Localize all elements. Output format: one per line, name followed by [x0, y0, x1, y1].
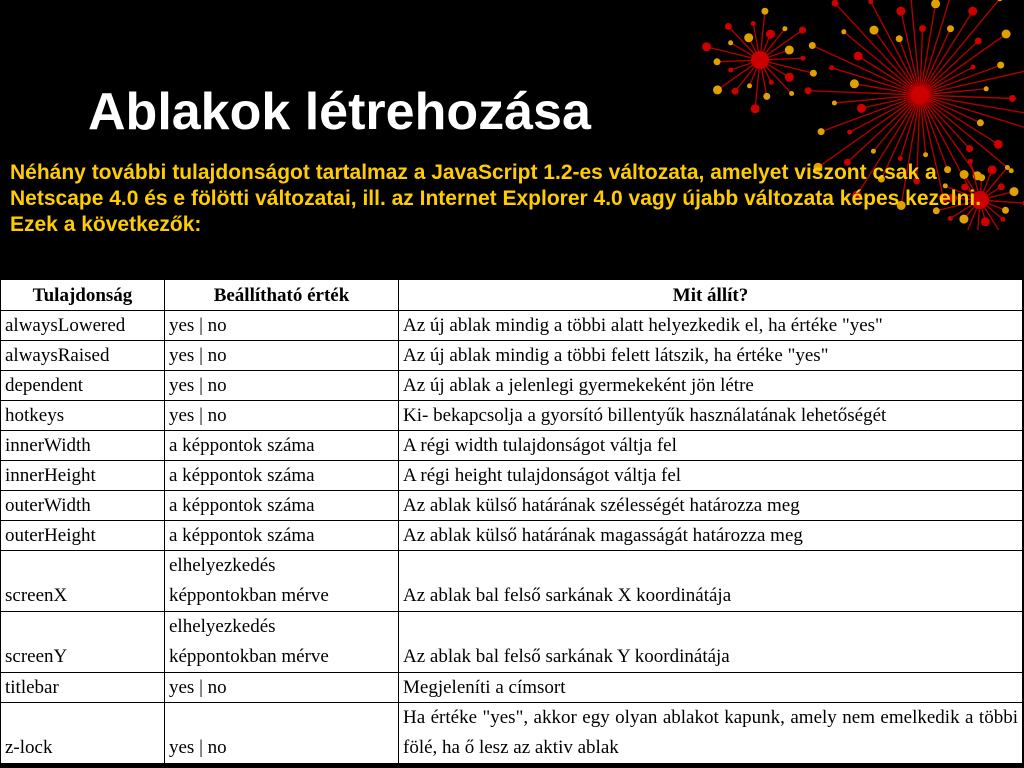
- property-name: z-lock: [1, 703, 165, 764]
- table-row: [1, 612, 1023, 673]
- property-description: Az ablak bal felső sarkának Y koordinátája: [399, 612, 1023, 673]
- intro-paragraph: Néhány további tulajdonságot tartalmaz a JavaScript 1.2-es változata, amelyet viszont csak a Netscape 4.0 és e fölötti változatai, ill. az Internet Explorer 4.0 vagy újabb változata képes kezelni. Ezek a következők:: [10, 161, 982, 236]
- table-row: [1, 401, 1023, 431]
- slide-title: Ablakok létrehozása: [88, 83, 591, 141]
- property-name: screenX: [1, 551, 165, 612]
- property-value: a képpontok száma: [165, 431, 399, 461]
- property-name: innerHeight: [1, 461, 165, 491]
- property-description: Az ablak külső határának magasságát határozza meg: [399, 521, 1023, 551]
- properties-table: [0, 279, 1023, 764]
- property-name: outerWidth: [1, 491, 165, 521]
- table-row: [1, 371, 1023, 401]
- table-row: [1, 341, 1023, 371]
- property-value-line: képpontokban mérve: [169, 585, 329, 606]
- property-value: yes | no: [165, 341, 399, 371]
- property-value: a képpontok száma: [165, 491, 399, 521]
- table-row: [1, 431, 1023, 461]
- property-value: yes | no: [165, 673, 399, 703]
- property-value: yes | no: [165, 703, 399, 764]
- property-description: Az új ablak a jelenlegi gyermekeként jön létre: [399, 371, 1023, 401]
- table-row: [1, 673, 1023, 703]
- property-value: yes | no: [165, 401, 399, 431]
- property-description: A régi height tulajdonságot váltja fel: [399, 461, 1023, 491]
- table-row: [1, 703, 1023, 764]
- property-value: [165, 612, 399, 673]
- property-description: Ha értéke "yes", akkor egy olyan ablakot kapunk, amely nem emelkedik a többi fölé, ha ő lesz az aktiv ablak: [399, 703, 1023, 764]
- table-header-row: [1, 280, 1023, 311]
- property-description: Az új ablak mindig a többi alatt helyezkedik el, ha értéke "yes": [399, 311, 1023, 341]
- property-value: a képpontok száma: [165, 461, 399, 491]
- property-value: yes | no: [165, 371, 399, 401]
- property-description: Az új ablak mindig a többi felett látszik, ha értéke "yes": [399, 341, 1023, 371]
- property-description: Az ablak bal felső sarkának X koordinátája: [399, 551, 1023, 612]
- property-description: Megjeleníti a címsort: [399, 673, 1023, 703]
- property-name: outerHeight: [1, 521, 165, 551]
- table-row: [1, 551, 1023, 612]
- header-property: Tulajdonság: [1, 280, 165, 311]
- property-value: a képpontok száma: [165, 521, 399, 551]
- property-name: hotkeys: [1, 401, 165, 431]
- property-name: titlebar: [1, 673, 165, 703]
- table-row: [1, 461, 1023, 491]
- property-value: [165, 551, 399, 612]
- header-description: Mit állít?: [399, 280, 1023, 311]
- property-value-line: elhelyezkedés: [169, 555, 276, 576]
- property-value: yes | no: [165, 311, 399, 341]
- property-description: Ki- bekapcsolja a gyorsító billentyűk használatának lehetőségét: [399, 401, 1023, 431]
- property-value-line: képpontokban mérve: [169, 646, 329, 667]
- property-name: alwaysRaised: [1, 341, 165, 371]
- property-value-line: elhelyezkedés: [169, 616, 276, 637]
- table-row: [1, 491, 1023, 521]
- property-name: innerWidth: [1, 431, 165, 461]
- property-name: screenY: [1, 612, 165, 673]
- header-settable-value: Beállítható érték: [165, 280, 399, 311]
- property-name: dependent: [1, 371, 165, 401]
- property-name: alwaysLowered: [1, 311, 165, 341]
- table-row: [1, 311, 1023, 341]
- table-row: [1, 521, 1023, 551]
- property-description: A régi width tulajdonságot váltja fel: [399, 431, 1023, 461]
- property-description: Az ablak külső határának szélességét határozza meg: [399, 491, 1023, 521]
